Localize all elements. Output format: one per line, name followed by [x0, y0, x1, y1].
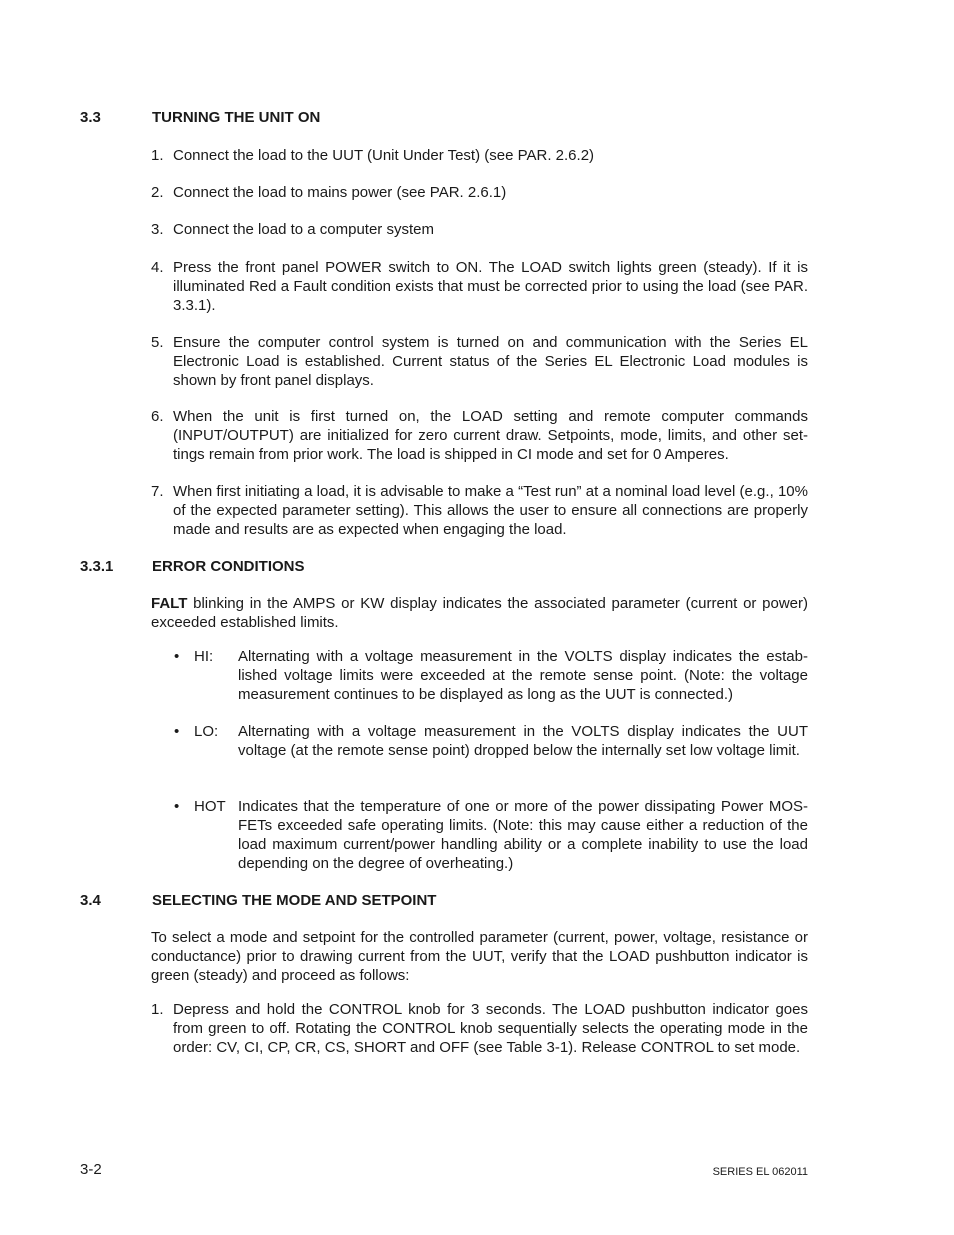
item-number: 5. [151, 334, 164, 351]
section-title: ERROR CONDITIONS [152, 558, 305, 575]
list-item [151, 146, 808, 165]
item-number: 2. [151, 184, 164, 201]
bullet-text: Indicates that the temperature of one or more of the power dissipating Power MOSFETs exceeded safe operating limits. (Note: this may cause either a reduction of the load maximum current/power handling ability or a complete inability to use the load depending on the degree of overheating.) [238, 798, 808, 872]
item-text: Press the front panel POWER switch to ON. The LOAD switch lights green (steady). If it is illuminated Red a Fault condition exists that must be corrected prior to using the load (see PAR. 3.3.1). [173, 259, 808, 314]
bullet-item-hi [174, 647, 808, 704]
item-text: When the unit is first turned on, the LOAD setting and remote computer commands (INPUT/OUTPUT) are initialized for zero current draw. Setpoints, mode, limits, and other settings remain from prior work. The load is shipped in CI mode and set for 0 Amperes. [173, 408, 808, 463]
list-item [151, 258, 808, 315]
bullet-label: HI: [194, 648, 214, 665]
document-id: SERIES EL 062011 [712, 1166, 808, 1178]
item-text: Depress and hold the CONTROL knob for 3 seconds. The LOAD pushbutton indicator goes from green to off. Rotating the CONTROL knob sequentially selects the operating mode in the order: CV, CI, CP, CR, CS, SHORT and OFF (see Table 3-1). Release CONTROL to set mode. [173, 1001, 808, 1056]
bullet-label: LO: [194, 723, 219, 740]
item-number: 3. [151, 221, 164, 238]
item-text: Connect the load to a computer system [173, 221, 434, 238]
section-number: 3.3.1 [80, 558, 114, 575]
item-text: Connect the load to the UUT (Unit Under Test) (see PAR. 2.6.2) [173, 147, 595, 164]
item-number: 1. [151, 147, 164, 164]
falt-term: FALT [151, 595, 188, 612]
list-item [151, 183, 808, 202]
section-number: 3.3 [80, 109, 101, 126]
list-item [151, 407, 808, 464]
bullet-icon: • [174, 798, 180, 815]
bullet-item-lo [174, 722, 808, 760]
item-number: 4. [151, 259, 164, 276]
bullet-text: Alternating with a voltage measurement in the VOLTS display indicates the UUT voltage (at the remote sense point) dropped below the internally set low voltage limit. [238, 723, 808, 759]
section-number: 3.4 [80, 892, 101, 909]
bullet-icon: • [174, 648, 180, 665]
page-number: 3-2 [80, 1161, 102, 1178]
item-text: Ensure the computer control system is turned on and communication with the Series EL Electronic Load is established. Current status of the Series EL Electronic Load modules is shown by front panel displays. [173, 334, 808, 389]
item-number: 1. [151, 1001, 164, 1018]
item-number: 7. [151, 483, 164, 500]
list-item [151, 482, 808, 539]
list-item [151, 1000, 808, 1057]
item-number: 6. [151, 408, 164, 425]
falt-description: blinking in the AMPS or KW display indicates the associated parameter (current or power) exceeded established limits. [151, 595, 808, 631]
falt-paragraph [151, 594, 808, 632]
bullet-label: HOT [194, 798, 226, 815]
bullet-item-hot [174, 797, 808, 873]
bullet-icon: • [174, 723, 180, 740]
bullet-text: Alternating with a voltage measurement in the VOLTS display indicates the established voltage limits were exceeded at the remote sense point. (Note: the voltage measurement continues to be displayed as long as the UUT is connected.) [238, 648, 808, 703]
item-text: When first initiating a load, it is advisable to make a “Test run” at a nominal load level (e.g., 10% of the expected parameter setting). This allows the user to ensure all connections are properly made and results are as expected when engaging the load. [173, 483, 808, 538]
list-item [151, 333, 808, 390]
mode-paragraph: To select a mode and setpoint for the controlled parameter (current, power, voltage, resistance or conductance) prior to drawing current from the UUT, verify that the LOAD pushbutton indicator is green (steady) and proceed as follows: [151, 929, 808, 984]
section-title: TURNING THE UNIT ON [152, 109, 321, 126]
list-item [151, 220, 808, 239]
section-title: SELECTING THE MODE AND SETPOINT [152, 892, 437, 909]
item-text: Connect the load to mains power (see PAR. 2.6.1) [173, 184, 507, 201]
